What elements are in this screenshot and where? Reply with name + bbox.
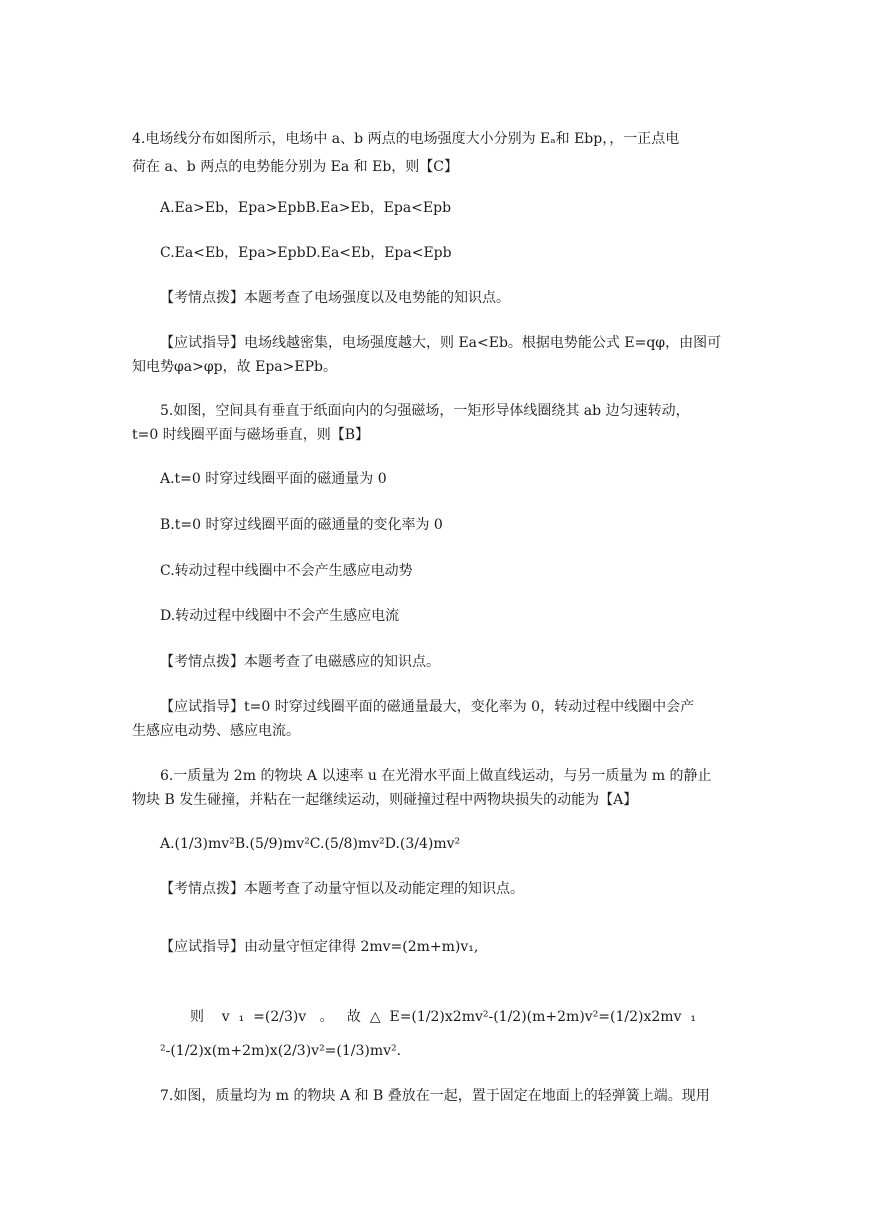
q6-equation-line2: ²-(1/2)x(m+2m)x(2/3)v²=(1/3)mv². <box>160 1043 402 1059</box>
q6-kaoqing: 【考情点拨】本题考查了动量守恒以及动能定理的知识点。 <box>160 881 524 897</box>
q4-stem-line2: 荷在 a、b 两点的电势能分别为 Ea 和 Eb，则【C】 <box>132 159 459 175</box>
q4-guide-line2: 知电势φa>φp，故 Epa>EPb。 <box>132 359 337 375</box>
q6-stem-line2: 物块 B 发生碰撞，并粘在一起继续运动，则碰撞过程中两物块损失的动能为【A】 <box>132 792 638 808</box>
q5-option-a: A.t=0 时穿过线圈平面的磁通量为 0 <box>160 471 387 487</box>
q5-option-c: C.转动过程中线圈中不会产生感应电动势 <box>160 563 413 579</box>
q5-stem-line2: t=0 时线圈平面与磁场垂直，则【B】 <box>132 427 370 443</box>
q6-stem-line1: 6.一质量为 2m 的物块 A 以速率 u 在光滑水平面上做直线运动，与另一质量为 m 的静止 <box>160 768 712 784</box>
q5-option-d: D.转动过程中线圈中不会产生感应电流 <box>160 608 400 624</box>
q4-options-cd: C.Ea<Eb，Epa>EpbD.Ea<Eb，Epa<Epb <box>160 245 452 261</box>
q5-stem-line1: 5.如图，空间具有垂直于纸面向内的匀强磁场，一矩形导体线圈绕其 ab 边匀速转动， <box>160 403 690 419</box>
q6-guide: 【应试指导】由动量守恒定律得 2mv=(2m+m)v₁, <box>160 939 479 955</box>
q5-option-b: B.t=0 时穿过线圈平面的磁通量的变化率为 0 <box>160 517 443 533</box>
q5-guide-line2: 生感应电动势、感应电流。 <box>132 723 300 739</box>
q6-options: A.(1/3)mv²B.(5/9)mv²C.(5/8)mv²D.(3/4)mv² <box>160 836 461 852</box>
q5-kaoqing: 【考情点拨】本题考查了电磁感应的知识点。 <box>160 654 440 670</box>
q4-stem-line1: 4.电场线分布如图所示，电场中 a、b 两点的电场强度大小分别为 Eₐ和 Ebp，，一正点电 <box>132 131 680 147</box>
q7-stem-line1: 7.如图，质量均为 m 的物块 A 和 B 叠放在一起，置于固定在地面上的轻弹簧上端。现用 <box>160 1088 710 1104</box>
q6-equation-line1: 则 v ₁ =(2/3)v 。 故 △ E=(1/2)x2mv²-(1/2)(m+2m)v²=(1/2)x2mv ₁ <box>190 1009 696 1025</box>
q4-options-ab: A.Ea>Eb，Epa>EpbB.Ea>Eb，Epa<Epb <box>160 200 452 216</box>
q4-kaoqing: 【考情点拨】本题考查了电场强度以及电势能的知识点。 <box>160 290 510 306</box>
q4-guide-line1: 【应试指导】电场线越密集，电场强度越大，则 Ea<Eb。根据电势能公式 E=qφ，由图可 <box>160 335 722 351</box>
q5-guide-line1: 【应试指导】t=0 时穿过线圈平面的磁通量最大，变化率为 0，转动过程中线圈中会产 <box>160 699 695 715</box>
